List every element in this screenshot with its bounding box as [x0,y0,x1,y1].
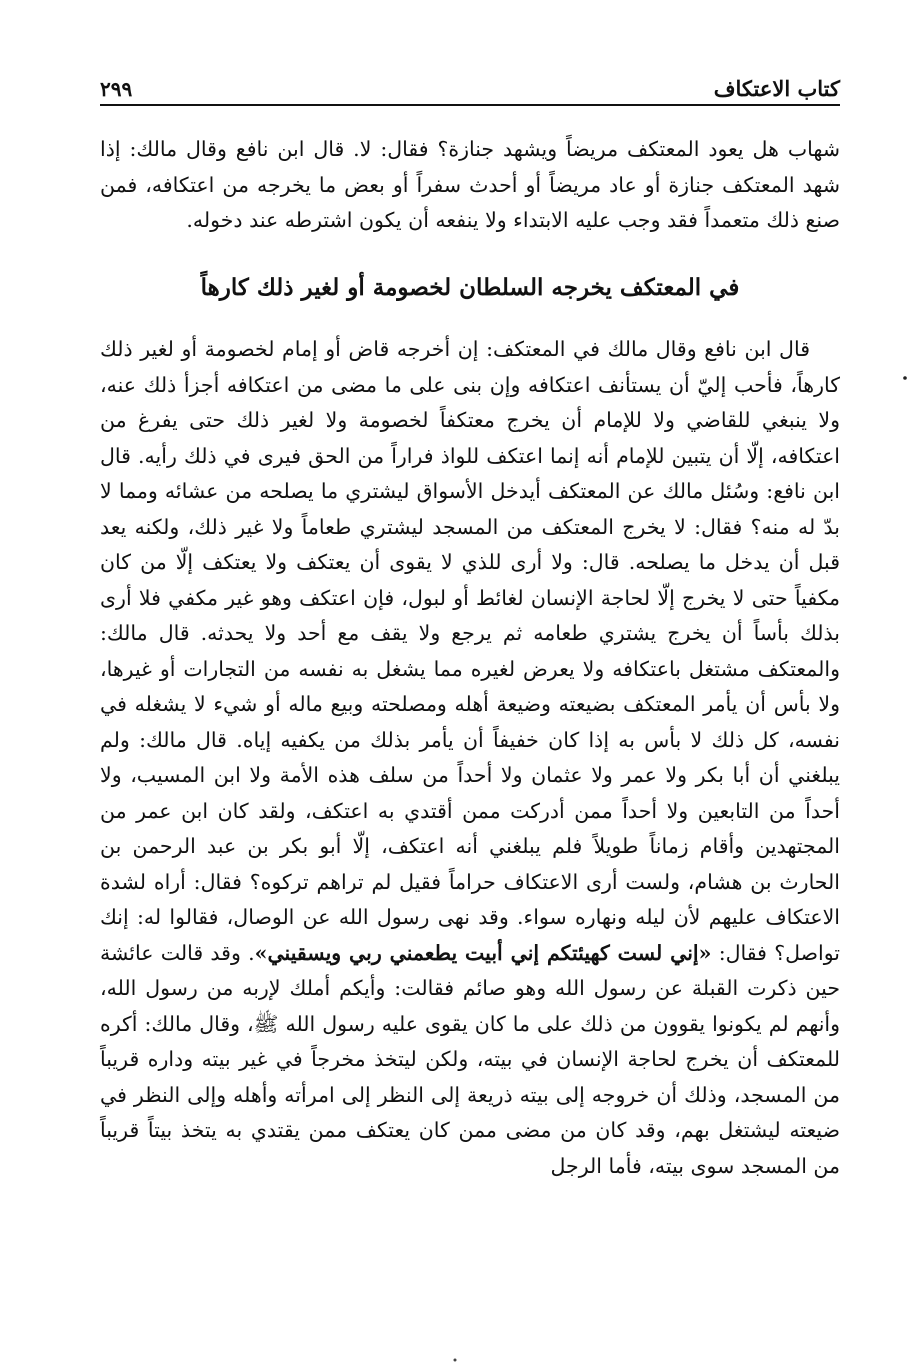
hadith-quote: «إني لست كهيئتكم إني أبيت يطعمني ربي ويسقيني» [254,940,712,965]
opening-paragraph-block [100,132,840,239]
main-paragraph-block [100,332,840,1184]
page-number: ٢٩٩ [100,77,133,101]
paragraph-text-part-2: . وقد قالت عائشة حين ذكرت القبلة عن رسول الله وهو صائم فقالت: وأيكم أملك لإربه من رسول الله، وأنهم لم يكونوا يقوون من ذلك على ما كان يقوى عليه رسول الله ﷺ، وقال مالك: أكره للمعتكف أن يخرج لحاجة الإنسان في بيته، ولكن ليتخذ مخرجاً في غير بيته وداره قريباً من المسجد، وذلك أن خروجه إلى بيته ذريعة إلى النظر إلى امرأته وأهله وإلى النظر في ضيعته ليشتغل بهم، وقد كان من مضى ممن كان يعتكف ممن يقتدي به يتخذ بيتاً قريباً من المسجد سوى بيته، فأما الرجل [100,940,840,1178]
section-heading: في المعتكف يخرجه السلطان لخصومة أو لغير ذلك كارهاً [200,274,740,301]
book-title: كتاب الاعتكاف [713,76,840,101]
running-header [100,70,840,106]
paragraph-text-part-1: قال ابن نافع وقال مالك في المعتكف: إن أخرجه قاض أو إمام لخصومة أو لغير ذلك كارهاً، فأحب إليّ أن يستأنف اعتكافه وإن بنى على ما مضى من اعتكافه أجزأ ذلك عنه، ولا ينبغي للقاضي ولا للإمام أن يخرج معتكفاً لخصومة ولا لغير ذلك حتى يفرغ من اعتكافه، إلّا أن يتبين للإمام أنه إنما اعتكف للواذ فراراً من الحق فيرى في ذلك رأيه. قال ابن نافع: وسُئل مالك عن المعتكف أيدخل الأسواق ليشتري ما يصلحه من عشائه ومما لا بدّ له منه؟ فقال: لا يخرج المعتكف من المسجد ليشتري طعاماً ولا غير ذلك، ولكنه يعد قبل أن يدخل ما يصلحه. قال: ولا أرى للذي لا يقوى أن يعتكف ولا يعتكف إلّا من كان مكفياً حتى لا يخرج إلّا لحاجة الإنسان لغائط أو لبول، فإن اعتكف وهو غير مكفي فلا أرى بذلك بأساً أن يخرج يشتري طعامه ثم يرجع ولا يقف مع أحد ولا يحدثه. قال مالك: والمعتكف مشتغل باعتكافه ولا يعرض لغيره مما يشغل به نفسه من التجارات أو غيرها، ولا بأس أن يأمر المعتكف بضيعته وضيعة أهله ومصلحته وبيع ماله أو شيء لا يشغله في نفسه، كل ذلك لا بأس به إذا كان خفيفاً أن يأمر بذلك من يكفيه إياه. قال مالك: ولم يبلغني أن أبا بكر ولا عمر ولا عثمان ولا أحداً من سلف هذه الأمة ولا ابن المسيب، ولا أحداً من التابعين ولا أحداً ممن أدركت ممن أقتدي به اعتكف، ولقد كان ابن عمر من المجتهدين وأقام زماناً طويلاً فلم يبلغني أنه اعتكف، إلّا أبو بكر بن عبد الرحمن بن الحارث بن هشام، ولست أرى الاعتكاف حراماً فقيل لم تراهم تركوه؟ فقال: أراه لشدة الاعتكاف عليهم لأن ليله ونهاره سواء. وقد نهى رسول الله عن الوصال، فقالوا له: إنك تواصل؟ فقال: [100,337,840,965]
main-paragraph [100,332,840,1184]
scan-speck [454,1359,457,1362]
paragraph-continuation: شهاب هل يعود المعتكف مريضاً ويشهد جنازة؟ فقال: لا. قال ابن نافع وقال مالك: إذا شهد المعتكف جنازة أو عاد مريضاً أو أحدث سفراً أو بعض ما يخرجه من اعتكافه، فمن صنع ذلك متعمداً فقد وجب عليه الابتداء ولا ينفعه أن يكون اشترطه عند دخوله. [100,137,840,232]
scan-speck [903,376,907,380]
